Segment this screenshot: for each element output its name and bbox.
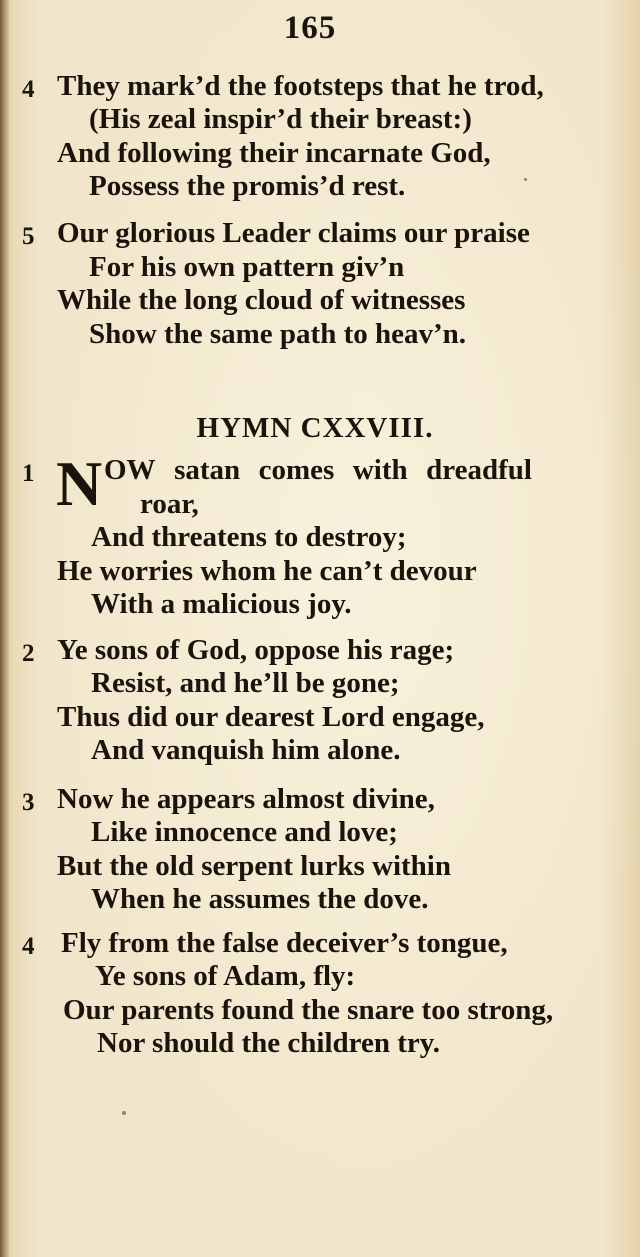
verse-line: While the long cloud of witnesses [57, 284, 466, 316]
word: with [352, 454, 408, 486]
verse-line: Thus did our dearest Lord engage, [57, 701, 485, 733]
verse-line: (His zeal inspir’d their breast:) [89, 103, 472, 135]
paper-speck [122, 1111, 126, 1115]
verse-line: But the old serpent lurks within [57, 850, 451, 882]
drop-cap: N [56, 448, 103, 519]
word: dreadful [426, 454, 532, 486]
verse-first-line [104, 456, 532, 485]
hymn-title: HYMN CXXVIII. [196, 412, 434, 444]
verse-line: With a malicious joy. [91, 588, 352, 620]
verse-line: Resist, and he’ll be gone; [91, 667, 400, 699]
verse-line: And vanquish him alone. [91, 734, 401, 766]
verse-line: Like innocence and love; [91, 816, 398, 848]
word: satan [174, 454, 241, 486]
verse-line: Now he appears almost divine, [57, 783, 435, 815]
verse-line: He worries whom he can’t devour [57, 555, 477, 587]
verse-number: 4 [22, 933, 35, 960]
verse-line: They mark’d the footsteps that he trod, [57, 70, 544, 102]
page-number: 165 [283, 10, 337, 46]
verse-line: For his own pattern giv’n [89, 251, 405, 283]
word: OW [104, 454, 156, 486]
verse-line: Ye sons of God, oppose his rage; [57, 634, 455, 666]
verse-line: Nor should the children try. [97, 1027, 440, 1059]
verse-number: 4 [22, 76, 35, 103]
verse-line: roar, [140, 488, 199, 520]
verse-number: 1 [22, 460, 35, 487]
verse-line: Fly from the false deceiver’s tongue, [61, 927, 508, 959]
paper-speck [524, 178, 527, 181]
book-binding-edge [0, 0, 9, 1257]
verse-line: Our glorious Leader claims our praise [57, 217, 530, 249]
verse-line: Show the same path to heav’n. [89, 318, 467, 350]
word: comes [258, 454, 335, 486]
verse-line: Possess the promis’d rest. [89, 170, 406, 202]
verse-line: And threatens to destroy; [91, 521, 407, 553]
verse-line: And following their incarnate God, [57, 137, 491, 169]
verse-line: Ye sons of Adam, fly: [95, 960, 356, 992]
verse-number: 5 [22, 223, 35, 250]
verse-line: Our parents found the snare too strong, [63, 994, 554, 1026]
verse-line: When he assumes the dove. [91, 883, 429, 915]
verse-number: 2 [22, 640, 35, 667]
verse-number: 3 [22, 789, 35, 816]
